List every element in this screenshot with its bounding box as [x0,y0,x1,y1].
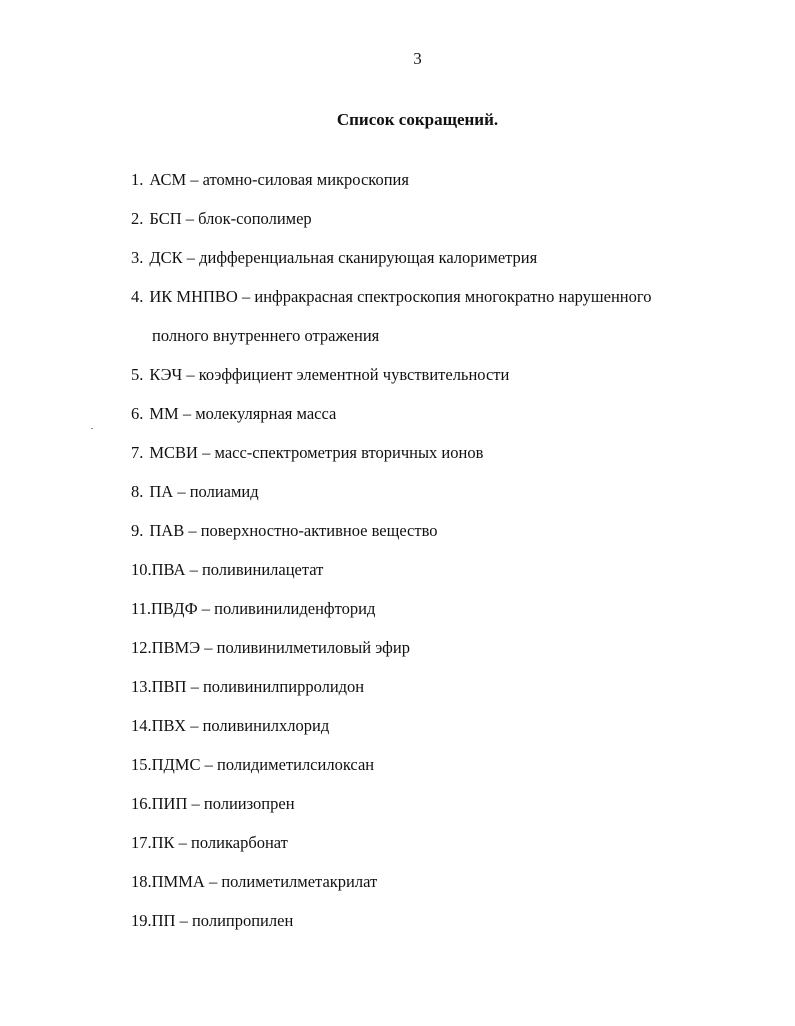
item-definition: блок-сополимер [198,209,312,228]
item-definition: поливинилхлорид [202,716,330,735]
item-number: 6. [131,404,144,423]
item-abbreviation: ПДМС [151,755,201,774]
item-abbreviation: ИК МНПВО [149,287,238,306]
item-definition: атомно-силовая микроскопия [202,170,409,189]
item-definition: поливинилацетат [201,560,324,579]
list-item [131,394,771,433]
list-item [131,784,771,823]
list-item [131,160,771,199]
item-abbreviation: ММ [149,404,179,423]
item-abbreviation: ПА [149,482,174,501]
list-item [131,628,771,667]
item-dash: – [186,365,195,384]
item-definition-continuation: полного внутреннего отражения [152,326,380,345]
item-abbreviation: ПММА [151,872,205,891]
item-dash: – [208,872,218,891]
item-dash: – [204,638,213,657]
item-number: 17. [131,833,152,852]
item-dash: – [178,833,187,852]
item-abbreviation: АСМ [149,170,187,189]
item-dash: – [204,755,213,774]
item-number: 4. [131,287,144,306]
item-definition: коэффициент элементной чувствительности [198,365,510,384]
list-item [131,823,771,862]
item-number: 14. [131,716,152,735]
item-dash: – [201,599,210,618]
list-item [131,550,771,589]
item-number: 8. [131,482,144,501]
item-abbreviation: ПВХ [151,716,187,735]
item-number: 15. [131,755,152,774]
item-number: 19. [131,911,152,930]
list-item [131,745,771,784]
item-definition: полиамид [189,482,259,501]
item-dash: – [188,521,197,540]
item-definition: молекулярная масса [195,404,337,423]
item-definition: полиизопрен [203,794,295,813]
item-abbreviation: БСП [149,209,182,228]
item-dash: – [189,560,198,579]
list-item [131,277,771,355]
list-item [131,355,771,394]
item-definition: поливинилметиловый эфир [216,638,410,657]
item-number: 2. [131,209,144,228]
item-abbreviation: ПВП [151,677,187,696]
page-number: 3 [413,49,422,68]
item-number: 18. [131,872,152,891]
page-title: Список сокращений. [336,110,499,129]
item-dash: – [186,248,196,267]
item-number: 5. [131,365,144,384]
item-definition: масс-спектрометрия вторичных ионов [214,443,484,462]
list-item [131,862,771,901]
item-number: 10. [131,560,152,579]
item-abbreviation: ПВМЭ [151,638,201,657]
list-item [131,511,771,550]
item-abbreviation: ДСК [149,248,183,267]
item-abbreviation: ПВДФ [151,599,198,618]
item-definition: полипропилен [191,911,294,930]
item-number: 12. [131,638,152,657]
abbreviation-list [131,160,771,940]
item-dash: – [182,404,192,423]
item-dash: – [190,716,199,735]
list-item [131,238,771,277]
item-dash: – [190,170,199,189]
item-dash: – [190,677,199,696]
item-number: 11. [131,599,152,618]
item-dash: – [241,287,251,306]
item-number: 16. [131,794,152,813]
item-abbreviation: КЭЧ [149,365,183,384]
item-definition: полидиметилсилоксан [216,755,375,774]
item-definition: поливинилиденфторид [214,599,376,618]
item-abbreviation: ПК [151,833,175,852]
item-abbreviation: ПВА [151,560,186,579]
item-abbreviation: ПИП [151,794,188,813]
item-definition: поликарбонат [191,833,288,852]
item-abbreviation: МСВИ [149,443,198,462]
list-item [131,589,771,628]
list-item [131,472,771,511]
item-dash: – [177,482,186,501]
item-definition: инфракрасная спектроскопия многократно нарушенного [254,287,652,306]
item-number: 1. [131,170,144,189]
item-abbreviation: ПАВ [149,521,185,540]
list-item [131,901,771,940]
list-item [131,199,771,238]
list-item [131,667,771,706]
item-dash: – [185,209,195,228]
item-definition: поливинилпирролидон [202,677,365,696]
item-number: 7. [131,443,144,462]
list-item [131,433,771,472]
item-number: 13. [131,677,152,696]
item-definition: дифференциальная сканирующая калориметрия [199,248,538,267]
item-dash: – [202,443,211,462]
item-dash: – [191,794,200,813]
item-abbreviation: ПП [151,911,176,930]
scan-artifact [91,428,93,429]
item-definition: поверхностно-активное вещество [200,521,438,540]
item-number: 3. [131,248,144,267]
item-definition: полиметилметакрилат [221,872,378,891]
item-dash: – [179,911,188,930]
list-item [131,706,771,745]
item-number: 9. [131,521,144,540]
